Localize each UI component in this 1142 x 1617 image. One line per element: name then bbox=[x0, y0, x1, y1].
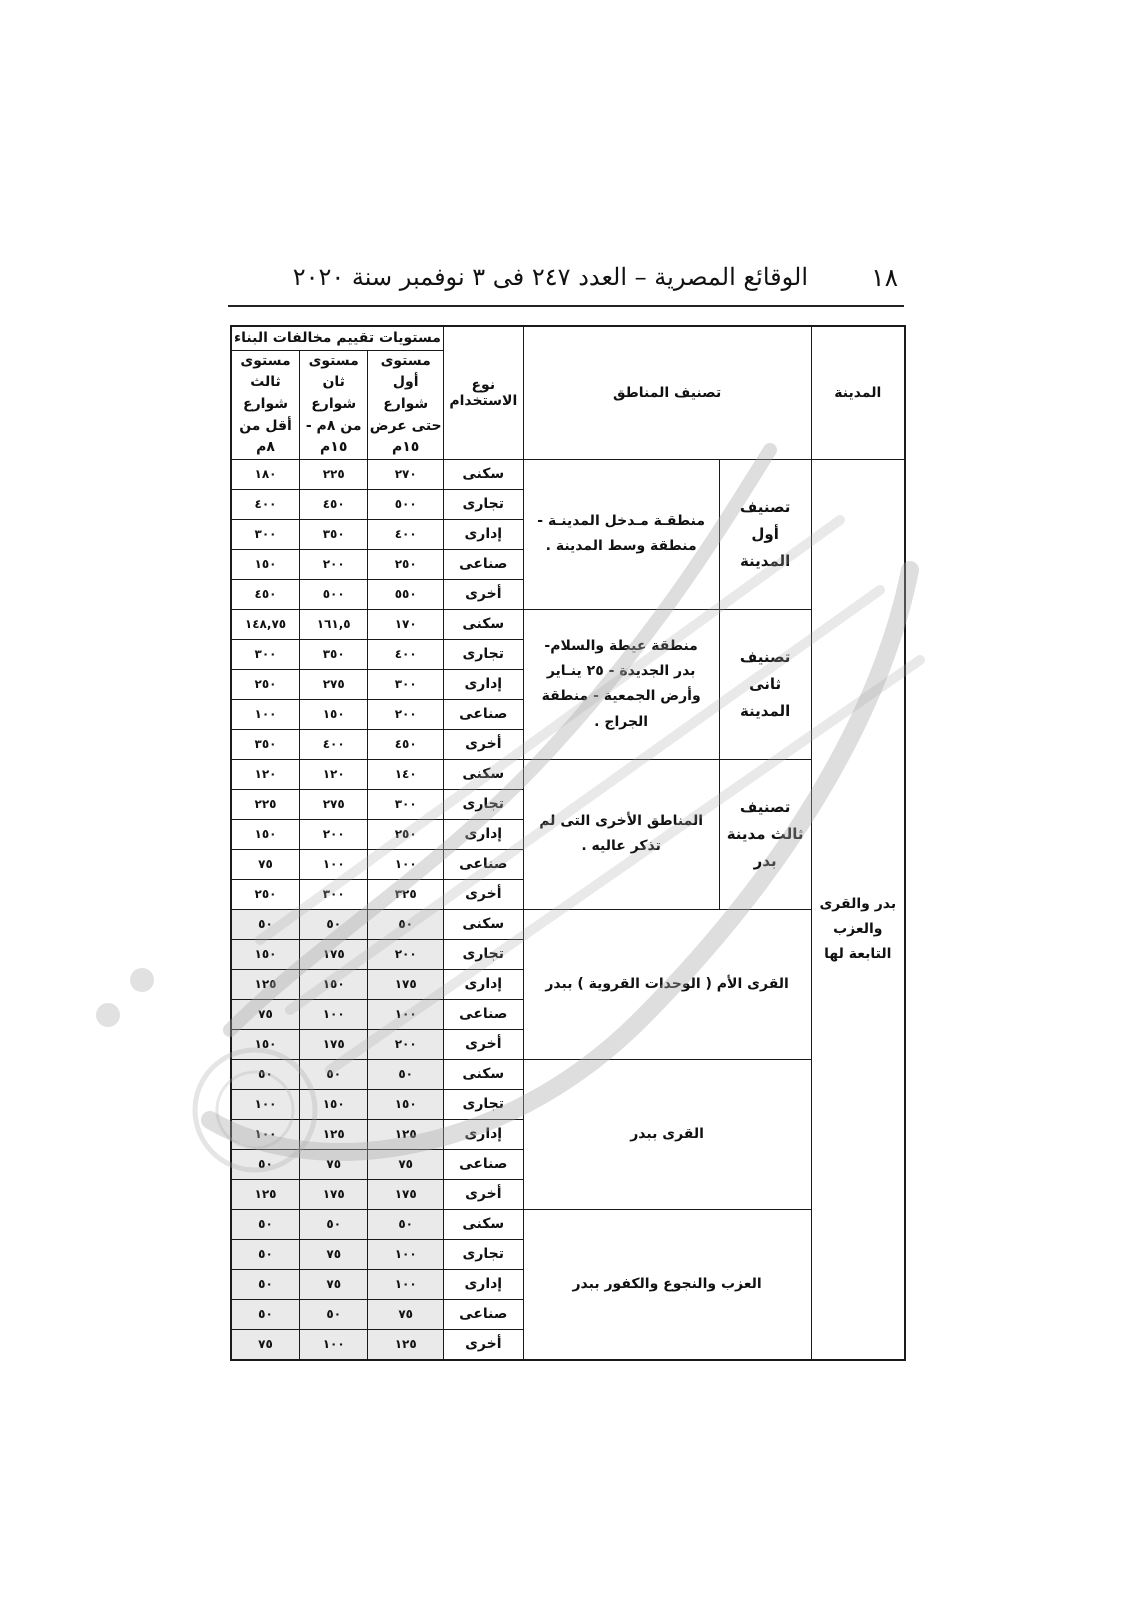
level-2-value: ٣٥٠ bbox=[300, 519, 368, 549]
level-1-value: ٢٥٠ bbox=[368, 549, 444, 579]
level-3-value: ٤٥٠ bbox=[231, 579, 300, 609]
level-1-value: ٥٥٠ bbox=[368, 579, 444, 609]
level-3-value: ٧٥ bbox=[231, 849, 300, 879]
level-1-value: ٢٧٠ bbox=[368, 459, 444, 489]
level-2-value: ١٢٠ bbox=[300, 759, 368, 789]
watermark-dot-1 bbox=[96, 1003, 120, 1027]
level-1-value: ٢٥٠ bbox=[368, 819, 444, 849]
level-3-value: ١٥٠ bbox=[231, 939, 300, 969]
level-1-value: ١٠٠ bbox=[368, 999, 444, 1029]
header-zone-class: تصنيف المناطق bbox=[523, 326, 811, 459]
level-3-value: ١٨٠ bbox=[231, 459, 300, 489]
level-2-value: ١٧٥ bbox=[300, 1029, 368, 1059]
table-row bbox=[231, 759, 905, 789]
level-1-value: ١٤٠ bbox=[368, 759, 444, 789]
header-level-3: مستوى ثالث شوارع أقل من ٨م bbox=[231, 350, 300, 459]
level-3-value: ٥٠ bbox=[231, 1149, 300, 1179]
use-type-cell: صناعى bbox=[443, 999, 523, 1029]
level-2-value: ١٠٠ bbox=[300, 999, 368, 1029]
level-3-value: ٥٠ bbox=[231, 1059, 300, 1089]
level-2-value: ٧٥ bbox=[300, 1239, 368, 1269]
level-3-value: ٥٠ bbox=[231, 1269, 300, 1299]
watermark-dot-2 bbox=[130, 968, 154, 992]
level-3-value: ١٢٠ bbox=[231, 759, 300, 789]
level-3-value: ١٢٥ bbox=[231, 1179, 300, 1209]
use-type-cell: صناعى bbox=[443, 549, 523, 579]
level-2-value: ٤٠٠ bbox=[300, 729, 368, 759]
use-type-cell: إدارى bbox=[443, 1269, 523, 1299]
level-2-value: ٤٥٠ bbox=[300, 489, 368, 519]
level-3-value: ٧٥ bbox=[231, 1329, 300, 1360]
use-type-cell: تجارى bbox=[443, 789, 523, 819]
level-1-value: ٢٠٠ bbox=[368, 1029, 444, 1059]
level-1-value: ٧٥ bbox=[368, 1149, 444, 1179]
header-use-type: نوع الاستخدام bbox=[443, 326, 523, 459]
use-type-cell: سكنى bbox=[443, 1059, 523, 1089]
level-2-value: ١٧٥ bbox=[300, 939, 368, 969]
page-title: الوقائع المصرية – العدد ٢٤٧ فى ٣ نوفمبر سنة ٢٠٢٠ bbox=[292, 263, 808, 291]
use-type-cell: إدارى bbox=[443, 519, 523, 549]
page-header bbox=[228, 255, 904, 307]
level-3-value: ١٤٨,٧٥ bbox=[231, 609, 300, 639]
use-type-cell: تجارى bbox=[443, 1089, 523, 1119]
level-2-value: ٥٠٠ bbox=[300, 579, 368, 609]
level-3-value: ٥٠ bbox=[231, 909, 300, 939]
level-1-value: ١٢٥ bbox=[368, 1119, 444, 1149]
level-2-value: ١٥٠ bbox=[300, 699, 368, 729]
use-type-cell: تجارى bbox=[443, 489, 523, 519]
city-name: بدر والقرى والعزب التابعة لها bbox=[811, 459, 905, 1360]
level-3-value: ٢٢٥ bbox=[231, 789, 300, 819]
table-row bbox=[231, 1059, 905, 1089]
use-type-cell: إدارى bbox=[443, 819, 523, 849]
table-body bbox=[231, 459, 905, 1360]
level-1-value: ١٠٠ bbox=[368, 849, 444, 879]
header-level-1: مستوى أول شوارع حتى عرض ١٥م bbox=[368, 350, 444, 459]
zone-description: القرى ببدر bbox=[523, 1059, 811, 1209]
level-1-value: ١٥٠ bbox=[368, 1089, 444, 1119]
zone-classification: تصنيف ثانى المدينة bbox=[719, 609, 811, 759]
level-2-value: ٥٠ bbox=[300, 1209, 368, 1239]
header-city: المدينة bbox=[811, 326, 905, 459]
level-2-value: ٥٠ bbox=[300, 1059, 368, 1089]
level-3-value: ١٠٠ bbox=[231, 699, 300, 729]
level-2-value: ١٠٠ bbox=[300, 1329, 368, 1360]
level-3-value: ٣٠٠ bbox=[231, 639, 300, 669]
use-type-cell: سكنى bbox=[443, 1209, 523, 1239]
level-2-value: ٣٥٠ bbox=[300, 639, 368, 669]
level-1-value: ٣٠٠ bbox=[368, 669, 444, 699]
level-1-value: ٤٥٠ bbox=[368, 729, 444, 759]
level-1-value: ١٧٠ bbox=[368, 609, 444, 639]
level-2-value: ١٠٠ bbox=[300, 849, 368, 879]
table-row bbox=[231, 909, 905, 939]
level-3-value: ٥٠ bbox=[231, 1239, 300, 1269]
table-row bbox=[231, 609, 905, 639]
level-3-value: ١٥٠ bbox=[231, 1029, 300, 1059]
use-type-cell: أخرى bbox=[443, 729, 523, 759]
level-1-value: ١٠٠ bbox=[368, 1269, 444, 1299]
level-1-value: ٥٠ bbox=[368, 1059, 444, 1089]
level-2-value: ٧٥ bbox=[300, 1149, 368, 1179]
level-3-value: ٢٥٠ bbox=[231, 669, 300, 699]
use-type-cell: تجارى bbox=[443, 939, 523, 969]
table-row bbox=[231, 459, 905, 489]
level-2-value: ١٢٥ bbox=[300, 1119, 368, 1149]
level-1-value: ٧٥ bbox=[368, 1299, 444, 1329]
level-3-value: ١٥٠ bbox=[231, 549, 300, 579]
zone-description: منطقة عيطة والسلام- بدر الجديدة - ٢٥ ينـاير وأرض الجمعية - منطقة الجراج . bbox=[523, 609, 719, 759]
use-type-cell: أخرى bbox=[443, 1029, 523, 1059]
use-type-cell: إدارى bbox=[443, 969, 523, 999]
level-3-value: ٤٠٠ bbox=[231, 489, 300, 519]
level-2-value: ٣٠٠ bbox=[300, 879, 368, 909]
level-3-value: ٥٠ bbox=[231, 1299, 300, 1329]
page-number: ١٨ bbox=[871, 263, 898, 292]
use-type-cell: سكنى bbox=[443, 459, 523, 489]
level-3-value: ٢٥٠ bbox=[231, 879, 300, 909]
use-type-cell: أخرى bbox=[443, 579, 523, 609]
level-1-value: ٤٠٠ bbox=[368, 519, 444, 549]
level-2-value: ٥٠ bbox=[300, 909, 368, 939]
level-2-value: ٢٠٠ bbox=[300, 819, 368, 849]
level-2-value: ٢٠٠ bbox=[300, 549, 368, 579]
level-2-value: ١٥٠ bbox=[300, 1089, 368, 1119]
use-type-cell: أخرى bbox=[443, 879, 523, 909]
table-row bbox=[231, 1209, 905, 1239]
level-3-value: ١٢٥ bbox=[231, 969, 300, 999]
level-3-value: ١٠٠ bbox=[231, 1089, 300, 1119]
level-2-value: ١٦١,٥ bbox=[300, 609, 368, 639]
use-type-cell: صناعى bbox=[443, 1299, 523, 1329]
level-3-value: ٧٥ bbox=[231, 999, 300, 1029]
zone-description: المناطق الأخرى التى لم تذكر عاليه . bbox=[523, 759, 719, 909]
use-type-cell: أخرى bbox=[443, 1179, 523, 1209]
level-1-value: ٣٢٥ bbox=[368, 879, 444, 909]
level-1-value: ٥٠ bbox=[368, 1209, 444, 1239]
level-3-value: ١٠٠ bbox=[231, 1119, 300, 1149]
level-2-value: ١٧٥ bbox=[300, 1179, 368, 1209]
level-1-value: ٢٠٠ bbox=[368, 939, 444, 969]
use-type-cell: تجارى bbox=[443, 1239, 523, 1269]
level-2-value: ٢٧٥ bbox=[300, 669, 368, 699]
level-2-value: ١٥٠ bbox=[300, 969, 368, 999]
zone-classification: تصنيف أول المدينة bbox=[719, 459, 811, 609]
level-1-value: ٢٠٠ bbox=[368, 699, 444, 729]
level-3-value: ١٥٠ bbox=[231, 819, 300, 849]
zone-description: العزب والنجوع والكفور ببدر bbox=[523, 1209, 811, 1360]
use-type-cell: صناعى bbox=[443, 1149, 523, 1179]
level-2-value: ٢٢٥ bbox=[300, 459, 368, 489]
level-1-value: ١٧٥ bbox=[368, 969, 444, 999]
level-1-value: ١٢٥ bbox=[368, 1329, 444, 1360]
zone-classification: تصنيف ثالث مدينة بدر bbox=[719, 759, 811, 909]
use-type-cell: أخرى bbox=[443, 1329, 523, 1360]
use-type-cell: سكنى bbox=[443, 609, 523, 639]
level-1-value: ٣٠٠ bbox=[368, 789, 444, 819]
level-3-value: ٥٠ bbox=[231, 1209, 300, 1239]
use-type-cell: سكنى bbox=[443, 759, 523, 789]
level-2-value: ٥٠ bbox=[300, 1299, 368, 1329]
use-type-cell: صناعى bbox=[443, 849, 523, 879]
zone-description: القرى الأم ( الوحدات القروية ) ببدر bbox=[523, 909, 811, 1059]
zone-description: منطقـة مـدخل المدينـة - منطقة وسط المدينة . bbox=[523, 459, 719, 609]
level-1-value: ١٧٥ bbox=[368, 1179, 444, 1209]
level-2-value: ٢٧٥ bbox=[300, 789, 368, 819]
use-type-cell: إدارى bbox=[443, 669, 523, 699]
use-type-cell: صناعى bbox=[443, 699, 523, 729]
level-1-value: ٥٠٠ bbox=[368, 489, 444, 519]
use-type-cell: تجارى bbox=[443, 639, 523, 669]
level-3-value: ٣٠٠ bbox=[231, 519, 300, 549]
level-1-value: ٥٠ bbox=[368, 909, 444, 939]
header-level-2: مستوى ثان شوارع من ٨م - ١٥م bbox=[300, 350, 368, 459]
use-type-cell: إدارى bbox=[443, 1119, 523, 1149]
use-type-cell: سكنى bbox=[443, 909, 523, 939]
header-levels-group: مستويات تقييم مخالفات البناء bbox=[231, 326, 443, 350]
level-2-value: ٧٥ bbox=[300, 1269, 368, 1299]
level-3-value: ٣٥٠ bbox=[231, 729, 300, 759]
level-1-value: ١٠٠ bbox=[368, 1239, 444, 1269]
level-1-value: ٤٠٠ bbox=[368, 639, 444, 669]
violations-table bbox=[230, 325, 906, 1361]
